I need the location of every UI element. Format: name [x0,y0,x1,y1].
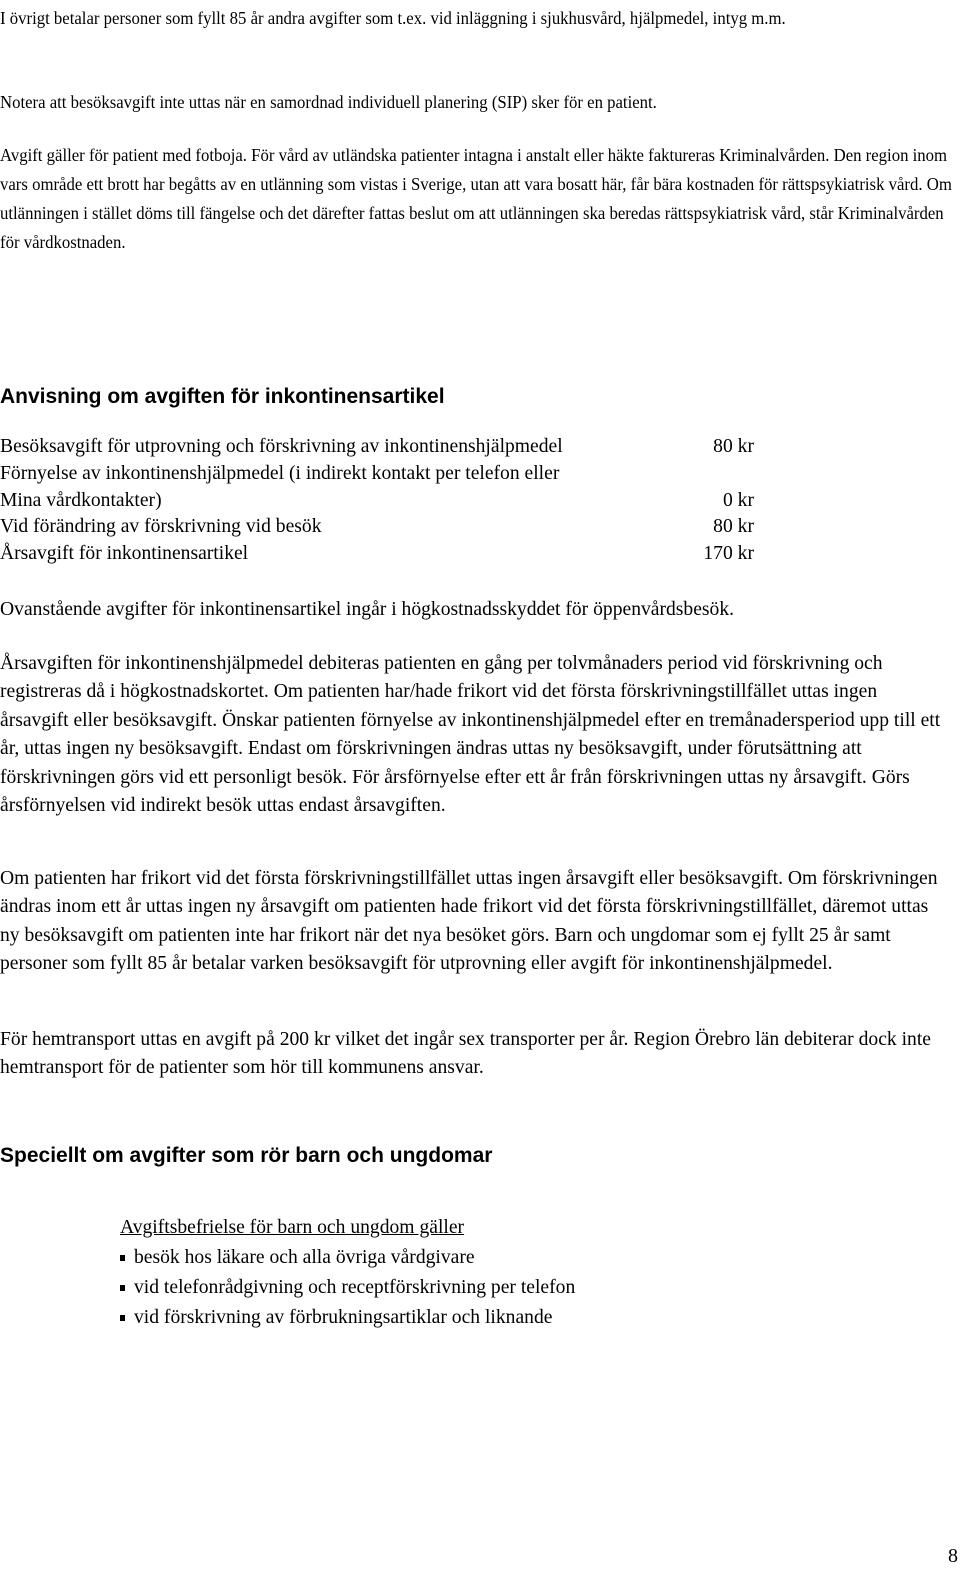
arsavgift-paragraph: Årsavgiften för inkontinenshjälpmedel debiteras patienten en gång per tolvmånaders period vid förskrivning och registreras då i högkostnadskortet. Om patienten har/hade frikort vid det första förskrivningstillfället uttas ingen årsavgift eller besöksavgift. Önskar patienten förnyelse av inkontinenshjälpmedel efter en tremånadersperiod upp till ett år, uttas ingen ny besöksavgift. Endast om förskrivningen ändras uttas ny besöksavgift, under förutsättning att förskrivningen görs vid ett personligt besök. För årsförnyelse efter ett år från förskrivningen uttas ny årsavgift. Görs årsförnyelsen vid indirekt besök uttas endast årsavgiften. [0,653,941,817]
section-heading-inkontinens: Anvisning om avgiften för inkontinensartikel [0,385,445,408]
bullet-square-icon [120,1315,125,1321]
fee-label: Besöksavgift för utprovning och förskrivning av inkontinenshjälpmedel [0,436,563,457]
fee-label: Mina vårdkontakter) [0,490,162,511]
exemption-subheading: Avgiftsbefrielse för barn och ungdom gäller [120,1217,465,1238]
fee-amount: 80 kr [713,436,754,457]
intro-paragraph-1: I övrigt betalar personer som fyllt 85 år andra avgifter som t.ex. vid inläggning i sjukhusvård, hjälpmedel, intyg m.m. [0,8,786,28]
fee-table [0,436,754,576]
exemption-block [120,1213,820,1333]
fees-note-paragraph: Ovanstående avgifter för inkontinensartikel ingår i högkostnadsskyddet för öppenvårdsbesök. [0,599,735,620]
fee-amount: 80 kr [713,516,754,537]
intro-paragraph-2: Notera att besöksavgift inte uttas när en samordnad individuell planering (SIP) sker för en patient. [0,92,657,112]
list-item [120,1303,820,1333]
list-item-text: vid telefonrådgivning och receptförskrivning per telefon [134,1277,576,1298]
fee-label: Förnyelse av inkontinenshjälpmedel (i indirekt kontakt per telefon eller [0,463,560,484]
fee-label: Vid förändring av förskrivning vid besök [0,516,322,537]
hemtransport-paragraph: För hemtransport uttas en avgift på 200 kr vilket det ingår sex transporter per år. Region Örebro län debiterar dock inte hemtransport för de patienter som hör till kommunens ansvar. [0,1029,931,1079]
section-heading-barn: Speciellt om avgifter som rör barn och ungdomar [0,1144,493,1167]
list-item [120,1273,820,1303]
list-item-text: vid förskrivning av förbrukningsartiklar och liknande [134,1307,553,1328]
bullet-square-icon [120,1285,125,1291]
frikort-paragraph: Om patienten har frikort vid det första förskrivningstillfället uttas ingen årsavgift eller besöksavgift. Om förskrivningen ändras inom ett år uttas ingen ny årsavgift om patienten hade frikort vid det första förskrivningstillfället, däremot uttas ny besöksavgift om patienten inte har frikort när det nya besöket görs. Barn och ungdomar som ej fyllt 25 år samt personer som fyllt 85 år betalar varken besöksavgift för utprovning eller avgift för inkontinenshjälpmedel. [0,868,938,975]
list-item [120,1243,820,1273]
bullet-square-icon [120,1255,125,1261]
fee-amount: 170 kr [703,543,754,564]
fee-amount: 0 kr [722,490,754,511]
intro-paragraph-3: Avgift gäller för patient med fotboja. För vård av utländska patienter intagna i anstalt eller häkte faktureras Kriminalvården. Den region inom vars område ett brott har begåtts av en utlänning som vistas i Sverige, utan att vara bosatt här, får bära kostnaden för rättspsykiatrisk vård. Om utlänningen i stället döms till fängelse och det därefter fattas beslut om att utlänningen ska beredas rättspsykiatrisk vård, står Kriminalvården för vårdkostnaden. [0,145,952,252]
exemption-list [120,1243,820,1333]
list-item-text: besök hos läkare och alla övriga vårdgivare [134,1247,475,1268]
page-number: 8 [948,1545,958,1567]
fee-label: Årsavgift för inkontinensartikel [0,543,249,564]
